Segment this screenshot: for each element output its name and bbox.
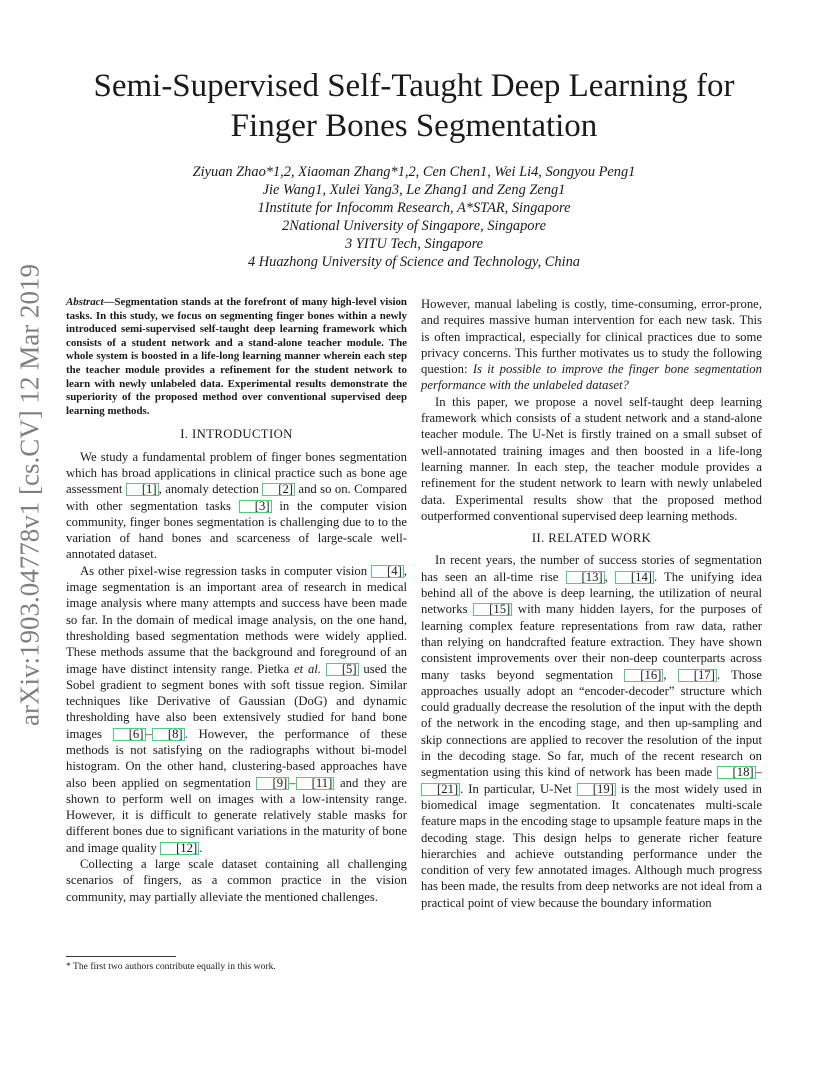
- citation-link[interactable]: [8]: [152, 728, 185, 741]
- affiliation-2: 2National University of Singapore, Singapore: [282, 218, 546, 234]
- text-run: used the Sobel gradient to segment bones with soft tissue region. Similar techniques like Derivative of Gaussian (DoG) and dynamic thresholding have also been extensively studied for hand bone images: [66, 661, 407, 741]
- intro-paragraph-1: [66, 449, 407, 563]
- intro-paragraph-3: Collecting a large scale dataset containing all challenging scenarios of fingers, as a common practice in the vision community, may partially alleviate the mentioned challenges.: [66, 857, 407, 904]
- citation-link[interactable]: [2]: [262, 483, 295, 496]
- section-heading-related-work: II. RELATED WORK: [531, 531, 652, 546]
- citation-link[interactable]: [9]: [256, 777, 289, 790]
- citation-link[interactable]: [17]: [678, 669, 717, 682]
- text-run: –: [145, 726, 152, 741]
- right-paragraph-2: In this paper, we propose a novel self-taught deep learning framework which consists of a student network and a stand-alone teacher module. The U-Net is firstly trained on a small subset of well-annotated training images and then boosted in a life-long learning manner. In each step, the teacher module provides a refinement for the student network to learn with newly unlabeled data. Experimental results show that the proposed method outperformed conventional supervised deep learning methods.: [421, 394, 762, 523]
- text-run: . In particular, U-Net: [460, 781, 577, 796]
- text-run: In recent years, the number of success stories of segmentation has seen an all-time rise: [421, 553, 762, 584]
- citation-link[interactable]: [15]: [473, 603, 512, 616]
- text-run: , anomaly detection: [158, 482, 263, 497]
- title-line-2: Finger Bones Segmentation: [230, 108, 598, 144]
- research-question: Is it possible to improve the finger bone segmentation performance with the unlabeled dataset?: [421, 362, 762, 393]
- text-run: and they are shown to perform well on images with a low-intensity range. However, it is difficult to generate relatively stable masks for different bones due to significant variations in the maturity of bone and image quality: [66, 775, 407, 855]
- abstract-text: —Segmentation stands at the forefront of many high-level vision tasks. In this study, we focus on segmenting finger bones within a newly introduced semi-supervised self-taught deep learning framework which consists of a student network and a stand-alone teacher module. The whole system is boosted in a life-long learning manner wherein each step the teacher module provides a refinement for the student network to learn with newly unlabeled data. Experimental results demonstrate the superiority of the proposed method over conventional supervised deep learning methods.: [66, 296, 407, 417]
- text-run: . However, the performance of these methods is not satisfying on the radiographs without bi-model histogram. On the other hand, clustering-based approaches have also been applied on segmentation: [66, 726, 407, 790]
- citation-link[interactable]: [3]: [239, 500, 272, 513]
- left-column: [66, 296, 407, 905]
- text-run: in the computer vision community, finger bones segmentation is challenging due to to the variation of hand bones and scarceness of large-scale well-annotated dataset.: [66, 498, 407, 562]
- title-line-1: Semi-Supervised Self-Taught Deep Learning for: [93, 68, 735, 104]
- abstract: [66, 296, 407, 418]
- citation-link[interactable]: [18]: [717, 766, 756, 779]
- text-run: ,: [663, 667, 678, 682]
- citation-link[interactable]: [21]: [421, 783, 460, 796]
- author-block: [90, 163, 738, 271]
- et-al: et al.: [293, 661, 321, 676]
- text-run: is the most widely used in biomedical image segmentation. It concatenates multi-scale feature maps in the encoding stage to upsample feature maps in the decoding stage. This design helps to generate richer feature hierarchies and achieve outstanding performance under the condition of very few annotated images. Although much progress has been made, the results from deep networks are not ideal from a practical point of view because the boundary information: [421, 781, 763, 910]
- right-column: [421, 296, 762, 911]
- text-run: However, manual labeling is costly, time-consuming, error-prone, and requires massive human intervention for each new task. This is often impractical, especially for clinical practices due to some privacy concerns. This further motivates us to study the following question:: [421, 297, 762, 377]
- citation-link[interactable]: [16]: [624, 669, 663, 682]
- citation-link[interactable]: [12]: [160, 842, 199, 855]
- arxiv-stamp: [8, 264, 52, 726]
- author-line-1: Ziyuan Zhao*1,2, Xiaoman Zhang*1,2, Cen Chen1, Wei Li4, Songyou Peng1: [192, 164, 636, 180]
- citation-link[interactable]: [5]: [326, 663, 359, 676]
- text-run: with many hidden layers, for the purposes of learning complex feature representations from raw data, rather than relying on handcrafted feature extraction. They have shown consistent improvements over their non-deep counterparts across many tasks beyond segmentation: [421, 602, 762, 682]
- intro-paragraph-2: [66, 563, 407, 856]
- section-heading-introduction: I. INTRODUCTION: [180, 427, 293, 442]
- footnote-rule: [66, 956, 176, 957]
- text-run: . The unifying idea behind all of the above is deep learning, the utilization of neural networks: [421, 569, 763, 617]
- citation-link[interactable]: [13]: [566, 571, 605, 584]
- text-run: . Those approaches usually adopt an “encoder-decoder” structure which could gradually decrease the resolution of the input with the depth of the network in the encoding stage, and then up-sampling and skip connections are applied to recover the resolution of the input in the decoding stage. So far, much of the recent research on segmentation using this kind of network has been made: [421, 667, 762, 780]
- text-run: .: [199, 840, 203, 855]
- affiliation-3: 3 YITU Tech, Singapore: [344, 236, 484, 252]
- arxiv-stamp-text: arXiv:1903.04778v1 [cs.CV] 12 Mar 2019: [14, 264, 45, 726]
- citation-link[interactable]: [11]: [296, 777, 335, 790]
- abstract-label: Abstract: [66, 296, 104, 308]
- citation-link[interactable]: [14]: [615, 571, 654, 584]
- text-run: –: [755, 765, 762, 780]
- related-work-paragraph: [421, 552, 762, 911]
- citation-link[interactable]: [19]: [577, 783, 616, 796]
- text-run: and so on. Compared with other segmentation tasks: [66, 482, 407, 513]
- affiliation-1: 1Institute for Infocomm Research, A*STAR, Singapore: [257, 200, 571, 216]
- text-run: –: [289, 775, 296, 790]
- citation-link[interactable]: [4]: [371, 565, 404, 578]
- right-paragraph-1: [421, 296, 762, 394]
- text-run: ,: [604, 569, 615, 584]
- citation-link[interactable]: [1]: [126, 483, 159, 496]
- text-run: We study a fundamental problem of finger bones segmentation which has broad applications in clinical practice such as bone age assessment: [66, 449, 407, 497]
- author-line-2: Jie Wang1, Xulei Yang3, Le Zhang1 and Zeng Zeng1: [262, 182, 566, 198]
- affiliation-4: 4 Huazhong University of Science and Technology, China: [247, 254, 580, 270]
- footnote: * The first two authors contribute equally in this work.: [66, 961, 276, 972]
- paper-title: [40, 66, 788, 146]
- citation-link[interactable]: [6]: [113, 728, 146, 741]
- text-run: , image segmentation is an important area of research in medical image analysis where many attempts and success have been made so far. In the domain of medical image analysis, on the one hand, thresholding based segmentation methods were widely applied. These methods assume that the background and foreground of an image have distinct intensity range. Pietka: [66, 563, 407, 676]
- text-run: As other pixel-wise regression tasks in computer vision: [80, 563, 372, 578]
